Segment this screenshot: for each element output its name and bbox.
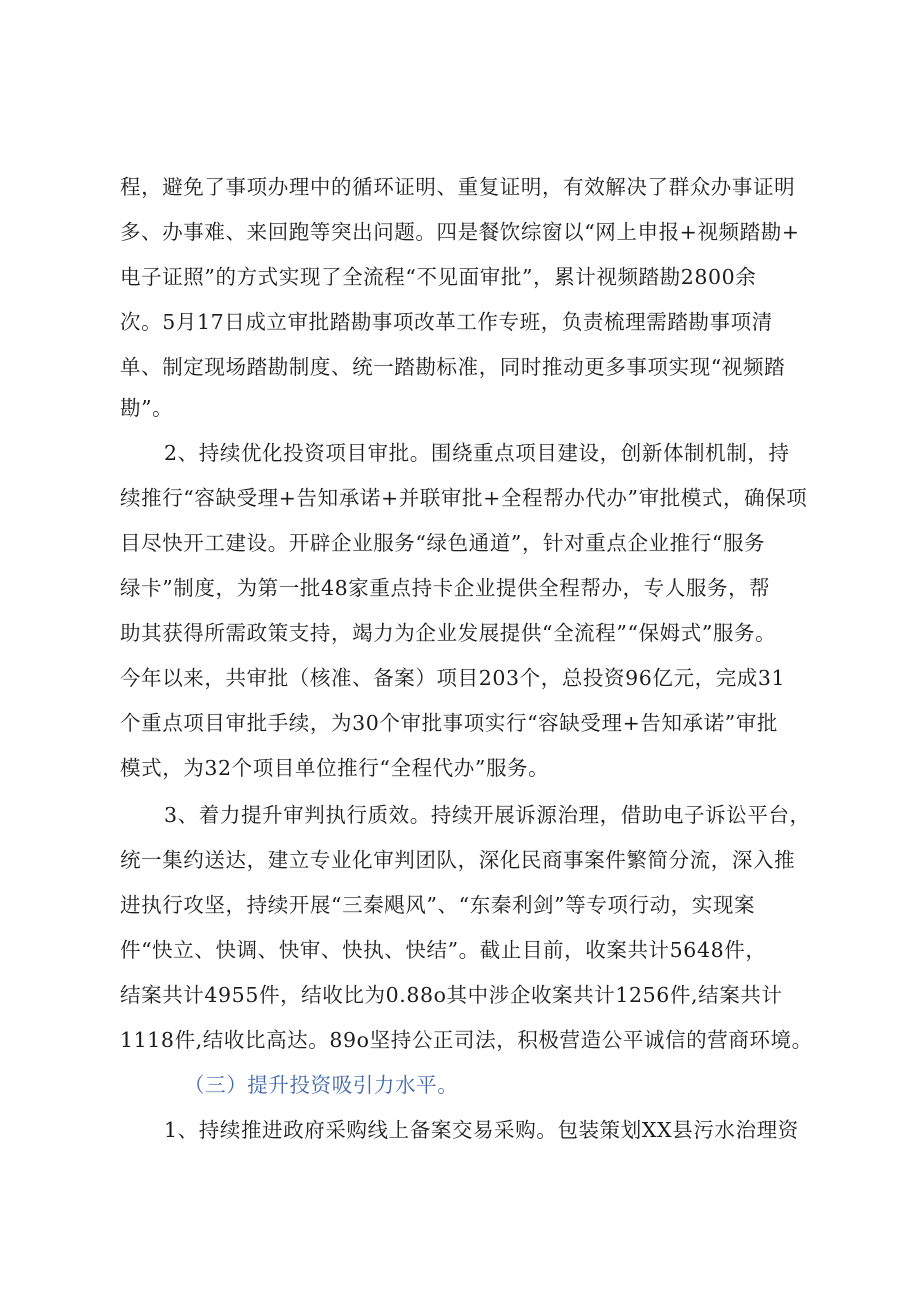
paragraph-line: 多、办事难、来回跑等突出问题。四是餐饮综窗以“网上申报+视频踏勘+ bbox=[120, 220, 800, 244]
paragraph-line: 件“快立、快调、快审、快执、快结”。截止目前，收案共计5648件， bbox=[120, 938, 767, 962]
paragraph-line: 模式，为32个项目单位推行“全程代办”服务。 bbox=[120, 756, 550, 780]
paragraph-line: 今年以来，共审批（核准、备案）项目203个，总投资96亿元，完成31 bbox=[120, 666, 786, 690]
paragraph-line: 勘”。 bbox=[120, 396, 174, 420]
paragraph-line: 目尽快开工建设。开辟企业服务“绿色通道”，针对重点企业推行“服务 bbox=[120, 531, 766, 555]
paragraph-line: 电子证照”的方式实现了全流程“不见面审批”，累计视频踏勘2800余 bbox=[120, 265, 757, 289]
paragraph-line: 3、着力提升审判执行质效。持续开展诉源治理，借助电子诉讼平台， bbox=[164, 803, 811, 827]
paragraph-line: 结案共计4955件，结收比为0.88o其中涉企收案共计1256件,结案共计 bbox=[120, 983, 783, 1007]
paragraph-line: 续推行“容缺受理+告知承诺+并联审批+全程帮办代办”审批模式，确保项 bbox=[120, 486, 808, 510]
paragraph-line: 2、持续优化投资项目审批。围绕重点项目建设，创新体制机制，持 bbox=[164, 441, 790, 465]
paragraph-line: 个重点项目审批手续，为30个审批事项实行“容缺受理+告知承诺”审批 bbox=[120, 711, 779, 735]
paragraph-line: 统一集约送达，建立专业化审判团队，深化民商事案件繁简分流，深入推 bbox=[120, 848, 796, 872]
paragraph-line: 1、持续推进政府采购线上备案交易采购。包装策划XX县污水治理资 bbox=[164, 1118, 799, 1142]
paragraph-line: 程，避免了事项办理中的循环证明、重复证明，有效解决了群众办事证明 bbox=[120, 175, 796, 199]
paragraph-line: 次。5月17日成立审批踏勘事项改革工作专班，负责梳理需踏勘事项清 bbox=[120, 310, 773, 334]
paragraph-line: 进执行攻坚，持续开展“三秦飓风”、“东秦利剑”等专项行动，实现案 bbox=[120, 893, 756, 917]
paragraph-line: 1118件,结收比高达。89o坚持公正司法，积极营造公平诚信的营商环境。 bbox=[120, 1028, 813, 1052]
paragraph-line: 单、制定现场踏勘制度、统一踏勘标准，同时推动更多事项实现“视频踏 bbox=[120, 355, 786, 379]
paragraph-line: 绿卡”制度，为第一批48家重点持卡企业提供全程帮办，专人服务，帮 bbox=[120, 576, 771, 600]
paragraph-line: 助其获得所需政策支持，竭力为企业发展提供“全流程”“保姆式”服务。 bbox=[120, 621, 777, 645]
section-heading: （三）提升投资吸引力水平。 bbox=[184, 1073, 459, 1097]
